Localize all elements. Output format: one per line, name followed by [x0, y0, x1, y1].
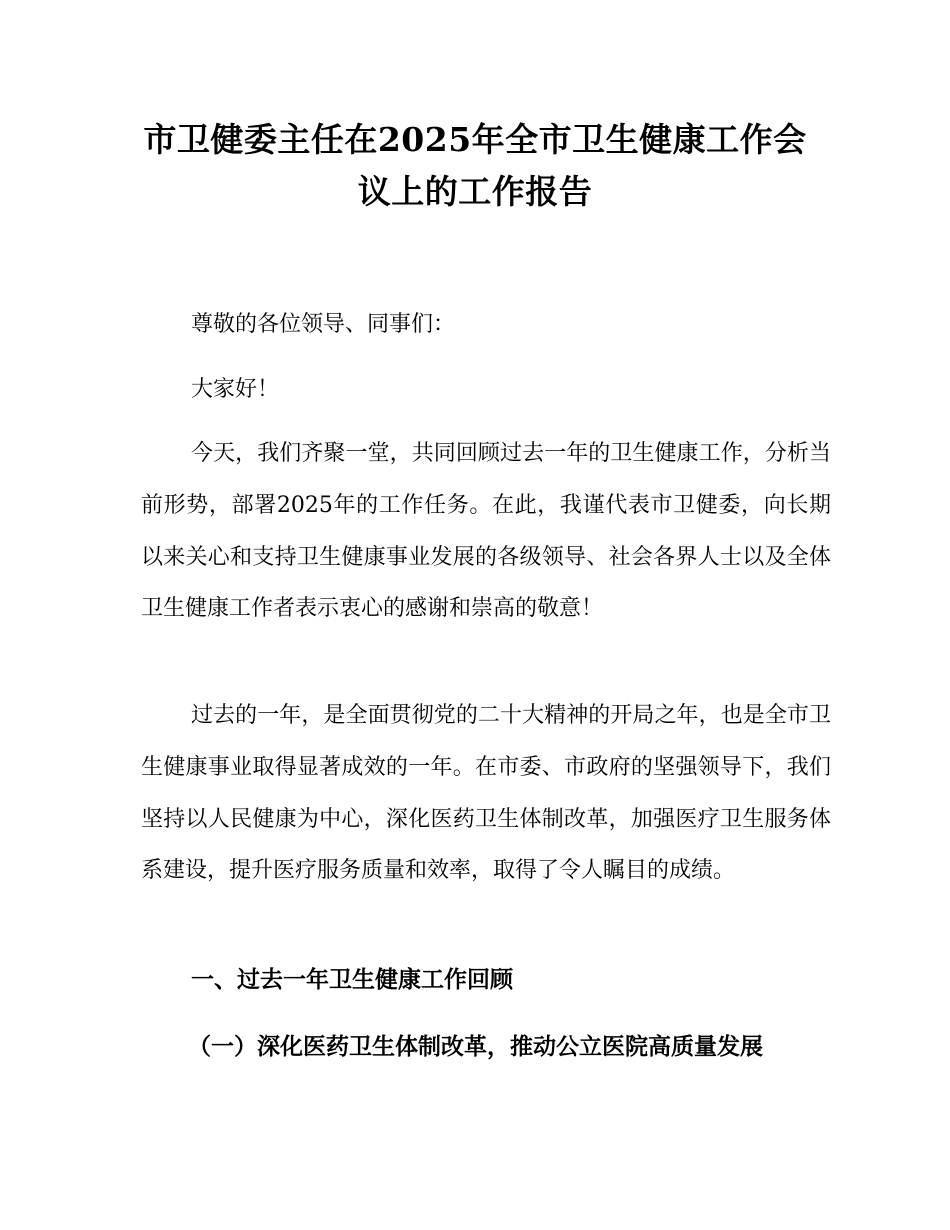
salutation: 尊敬的各位领导、同事们：: [191, 312, 456, 337]
section-heading: 一、过去一年卫生健康工作回顾: [191, 967, 513, 993]
opening-paragraph: 今天，我们齐聚一堂，共同回顾过去一年的卫生健康工作，分析当前形势，部署2025年的工作任务。在此，我谨代表市卫健委，向长期以来关心和支持卫生健康事业发展的各级领导、社会各界人士以及全体卫生健康工作者表示衷心的感谢和崇高的敬意！: [141, 441, 831, 622]
subsection-heading: （一）深化医药卫生体制改革，推动公立医院高质量发展: [188, 1034, 763, 1060]
document-title-line-2: 议上的工作报告: [357, 172, 593, 211]
review-paragraph: 过去的一年，是全面贯彻党的二十大精神的开局之年，也是全市卫生健康事业取得显著成效的一年。在市委、市政府的坚强领导下，我们坚持以人民健康为中心，深化医药卫生体制改革，加强医疗卫生服务体系建设，提升医疗服务质量和效率，取得了令人瞩目的成绩。: [141, 703, 831, 884]
greeting-line: 大家好！: [191, 377, 280, 402]
document-title-line-1: 市卫健委主任在2025年全市卫生健康工作会: [143, 120, 807, 159]
